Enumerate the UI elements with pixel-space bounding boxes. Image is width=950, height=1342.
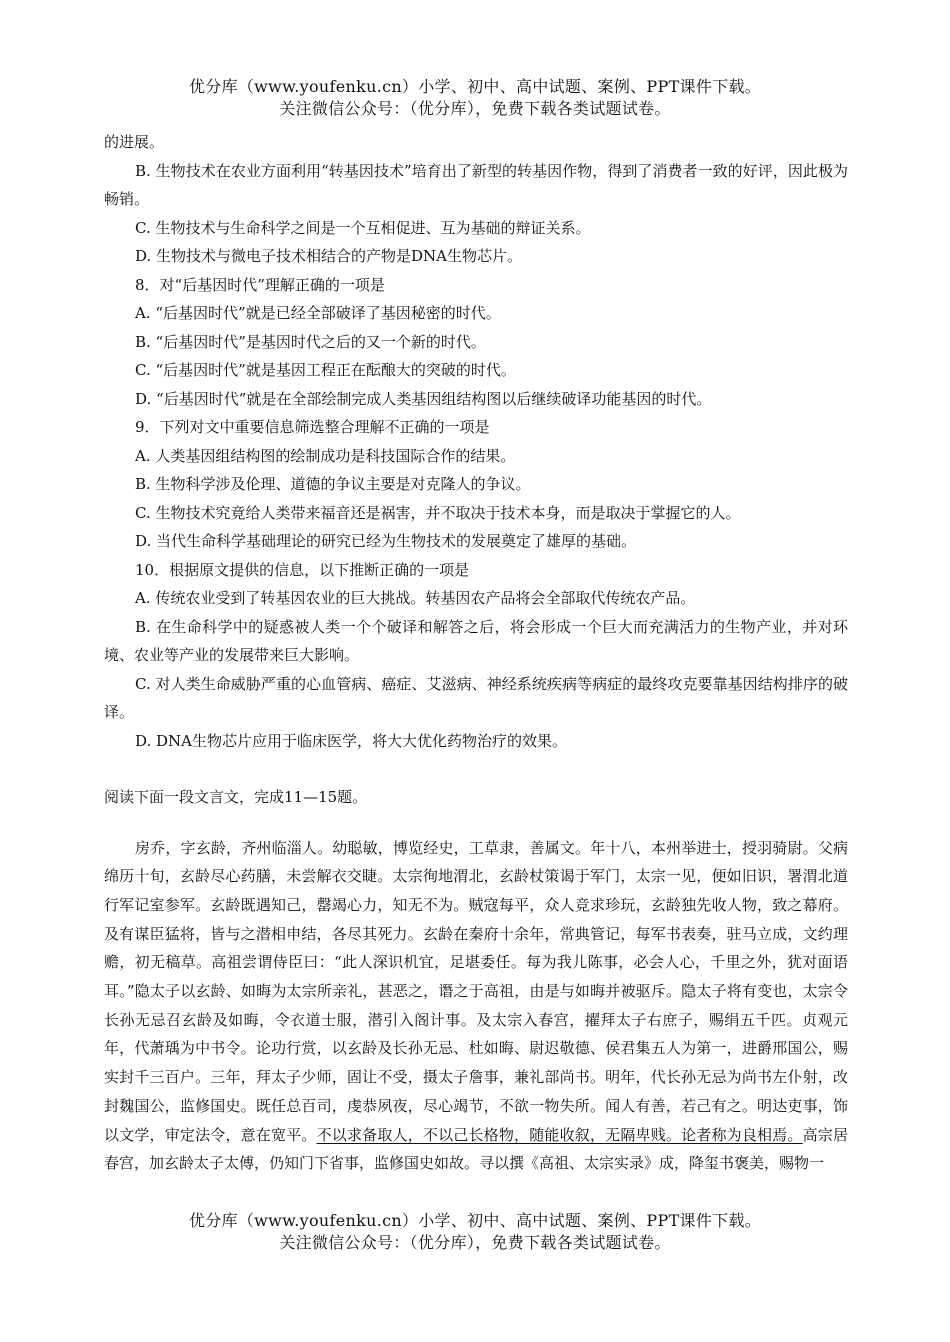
- classical-chinese-passage: [104, 834, 848, 1178]
- question-10-option-d: D. DNA生物芯片应用于临床医学，将大大优化药物治疗的效果。: [135, 731, 568, 750]
- question-9-option-d: D. 当代生命科学基础理论的研究已经为生物技术的发展奠定了雄厚的基础。: [135, 532, 637, 550]
- underlined-sentence: 不以求备取人，不以己长格物，随能收叙，无隔卑贱。论者称为良相焉。: [316, 1125, 803, 1144]
- passage-text: 房乔，字玄龄，齐州临淄人。幼聪敏，博览经史，工草隶，善属文。年十八，本州举进士，授羽骑尉。父病绵历十旬，玄龄尽心药膳，未尝解衣交睫。太宗徇地渭北，玄龄杖策谒于军门，太宗一见，便如旧识，署渭北道行军记室参军。玄龄既遇知己，罄竭心力，知无不为。贼寇每平，众人竞求珍玩，玄龄独先收人物，致之幕府。及有谋臣猛将，皆与之潜相申结，各尽其死力。玄龄在秦府十余年，常典管记，每军书表奏，驻马立成，文约理赡，初无稿草。高祖尝谓侍臣曰：“此人深识机宜，足堪委任。每为我儿陈事，必会人心，千里之外，犹对面语耳。”隐太子以玄龄、如晦为太宗所亲礼，甚恶之，谮之于高祖，由是与如晦并被驱斥。隐太子将有变也，太宗令长孙无忌召玄龄及如晦，令衣道士服，潜引入阁计事。及太宗入春宫，擢拜太子右庶子，赐绢五千匹。贞观元年，代萧瑀为中书令。论功行赏，以玄龄及长孙无忌、杜如晦、尉迟敬德、侯君集五人为第一，进爵邢国公，赐实封千三百户。三年，拜太子少师，固让不受，摄太子詹事，兼礼部尚书。明年，代长孙无忌为尚书左仆射，改封魏国公，监修国史。既任总百司，虔恭夙夜，尽心竭节，不欲一物失所。闻人有善，若己有之。明达吏事，饰以文学，审定法令，意在宽平。: [104, 838, 848, 1144]
- question-9-option-c: C. 生物技术究竟给人类带来福音还是祸害，并不取决于技术本身，而是取决于掌握它的人。: [135, 503, 741, 522]
- question-8-option-d: D. “后基因时代”就是在全部绘制完成人类基因组结构图以后继续破译功能基因的时代。: [135, 389, 712, 408]
- question-9: 9．下列对文中重要信息筛选整合理解不正确的一项是: [135, 418, 490, 436]
- question-8: 8．对“后基因时代”理解正确的一项是: [135, 275, 385, 294]
- footer-line-2: 关注微信公众号：（优分库），免费下载各类试题试卷。: [279, 1233, 671, 1252]
- header-line-2: 关注微信公众号：（优分库），免费下载各类试题试卷。: [279, 99, 671, 118]
- page-footer: [0, 1210, 950, 1254]
- reading-instruction: 阅读下面一段文言文，完成11—15题。: [104, 788, 368, 806]
- option-d: D. 生物技术与微电子技术相结合的产物是DNA生物芯片。: [135, 247, 523, 265]
- question-10-option-b: B. 在生命科学中的疑惑被人类一个个破译和解答之后，将会形成一个巨大而充满活力的生物产业，并对环境、农业等产业的发展带来巨大影响。: [104, 617, 848, 664]
- question-10: 10．根据原文提供的信息，以下推断正确的一项是: [135, 560, 470, 579]
- question-10-option-c: C. 对人类生命威胁严重的心血管病、癌症、艾滋病、神经系统疾病等病症的最终攻克要靠基因结构排序的破译。: [104, 674, 848, 721]
- paragraph-continuation: 的进展。: [104, 133, 165, 151]
- question-8-option-b: B. “后基因时代”是基因时代之后的又一个新的时代。: [135, 332, 486, 351]
- section-spacer: [104, 812, 848, 834]
- footer-line-1: 优分库（www.youfenku.cn）小学、初中、高中试题、案例、PPT课件下载。: [188, 1211, 762, 1230]
- question-9-option-a: A. 人类基因组结构图的绘制成功是科技国际合作的结果。: [135, 446, 516, 465]
- passage-text-continued: 高宗居春宫，加玄龄太子太傅，仍知门下省事，监修国史如故。寻以撰《高祖、太宗实录》成，降玺书褒美，赐物一: [104, 1125, 848, 1173]
- section-spacer: [104, 755, 848, 783]
- question-8-option-a: A. “后基因时代”就是已经全部破译了基因秘密的时代。: [135, 304, 501, 322]
- question-10-option-a: A. 传统农业受到了转基因农业的巨大挑战。转基因农产品将会全部取代传统农产品。: [135, 589, 696, 607]
- option-b: B. 生物技术在农业方面利用“转基因技术”培育出了新型的转基因作物，得到了消费者一致的好评，因此极为畅销。: [104, 161, 848, 208]
- option-c: C. 生物技术与生命科学之间是一个互相促进、互为基础的辩证关系。: [135, 218, 591, 237]
- page-header: [0, 76, 950, 120]
- document-body: [104, 128, 848, 1178]
- question-9-option-b: B. 生物科学涉及伦理、道德的争议主要是对克隆人的争议。: [135, 475, 531, 493]
- header-line-1: 优分库（www.youfenku.cn）小学、初中、高中试题、案例、PPT课件下载。: [188, 77, 762, 96]
- question-8-option-c: C. “后基因时代”就是基因工程正在酝酿大的突破的时代。: [135, 361, 516, 379]
